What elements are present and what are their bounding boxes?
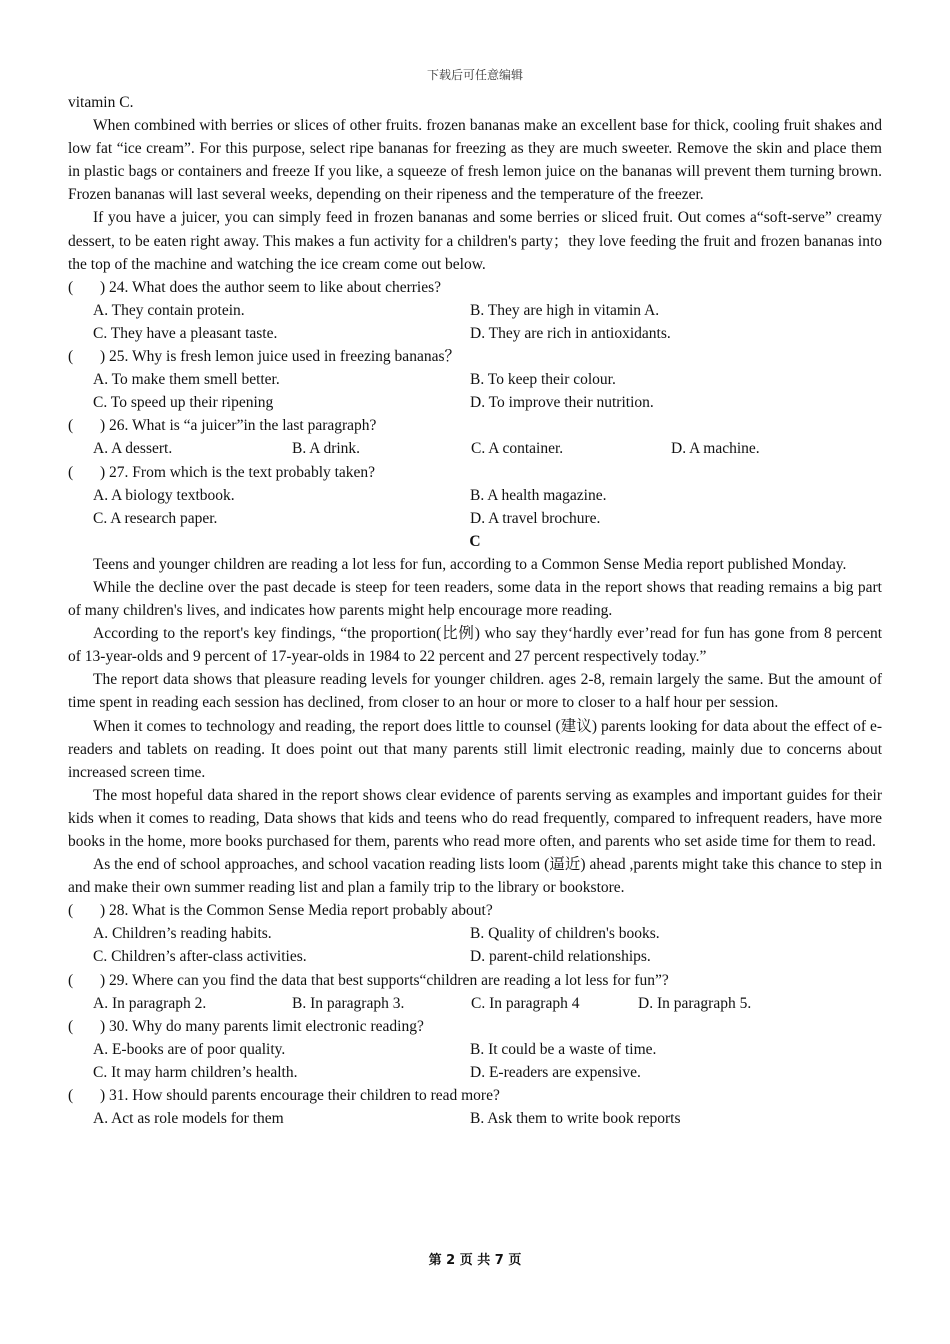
option: C. A research paper. xyxy=(93,509,218,527)
answer-blank[interactable]: ( xyxy=(68,971,74,989)
option: B. They are high in vitamin A. xyxy=(470,301,660,319)
paragraph: vitamin C. xyxy=(68,94,134,111)
options-30 xyxy=(68,1061,882,1084)
options-31 xyxy=(68,1107,882,1130)
option: D. A travel brochure. xyxy=(470,509,601,527)
options-27 xyxy=(68,484,882,507)
option: D. In paragraph 5. xyxy=(638,994,752,1012)
option: A. E-books are of poor quality. xyxy=(93,1040,286,1058)
option: D. A machine. xyxy=(671,440,760,458)
option: A. Children’s reading habits. xyxy=(93,925,272,943)
option: C. To speed up their ripening xyxy=(93,394,274,412)
paragraph: The report data shows that pleasure reading levels for younger children. ages 2-8, remain largely the same. But the amount of time spent in reading each session has declined, from closer to an hour or more to closer to a half hour per session. xyxy=(68,671,882,712)
question-24: ( ) 24. What does the author seem to like about cherries? xyxy=(68,276,882,299)
option: A. Act as role models for them xyxy=(93,1110,284,1128)
option: B. It could be a waste of time. xyxy=(470,1040,657,1058)
options-25 xyxy=(68,391,882,414)
paragraph: As the end of school approaches, and school vacation reading lists loom (逼近) ahead ,parents might take this chance to step in and make their own summer reading list and plan a family trip to the library or bookstore. xyxy=(68,856,882,897)
question-30: ( ) 30. Why do many parents limit electronic reading? xyxy=(68,1015,882,1038)
option: A. In paragraph 2. xyxy=(93,994,207,1012)
option: C. They have a pleasant taste. xyxy=(93,324,278,342)
option: D. parent-child relationships. xyxy=(470,948,651,966)
paragraph: When combined with berries or slices of other fruits. frozen bananas make an excellent base for thick, cooling fruit shakes and low fat “ice cream”. For this purpose, select ripe bananas for freezing as they are much sweeter. Remove the skin and place them in plastic bags or containers and freeze If you like, a squeeze of fresh lemon juice on the bananas will prevent them turning brown. Frozen bananas will last several weeks, depending on their ripeness and the temperature of the freezer. xyxy=(68,117,882,204)
question-27: ( ) 27. From which is the text probably taken? xyxy=(68,461,882,484)
options-28 xyxy=(68,922,882,945)
option: A. A biology textbook. xyxy=(93,486,235,504)
option: C. It may harm children’s health. xyxy=(93,1063,298,1081)
question-25: ( ) 25. Why is fresh lemon juice used in freezing bananas？ xyxy=(68,345,882,368)
option: C. A container. xyxy=(471,440,564,458)
paragraph: When it comes to technology and reading, the report does little to counsel (建议) parents looking for data about the effect of e-readers and tablets on reading. It does point out that many parents still limit electronic reading, mainly due to concerns about increased screen time. xyxy=(68,717,882,781)
answer-blank[interactable]: ( xyxy=(68,463,74,481)
paragraph: Teens and younger children are reading a lot less for fun, according to a Common Sense Media report published Monday. xyxy=(93,555,847,573)
option: A. A dessert. xyxy=(93,440,173,458)
option: A. They contain protein. xyxy=(93,301,245,319)
option: A. To make them smell better. xyxy=(93,371,280,389)
option: D. They are rich in antioxidants. xyxy=(470,324,671,342)
question-29: ( ) 29. Where can you find the data that best supports“children are reading a lot less for fun”? xyxy=(68,969,882,992)
paragraph: The most hopeful data shared in the report shows clear evidence of parents serving as examples and important guides for their kids when it comes to reading, Data shows that kids and teens who do read frequently, compared to infrequent readers, have more books in the home, more books purchased for them, parents who read more often, and parents who set aside time for them to read. xyxy=(68,786,882,850)
option: B. In paragraph 3. xyxy=(292,994,405,1012)
option: C. In paragraph 4 xyxy=(471,994,580,1012)
option: D. To improve their nutrition. xyxy=(470,394,654,412)
question-31: ( ) 31. How should parents encourage their children to read more? xyxy=(68,1084,882,1107)
options-29 xyxy=(68,992,882,1015)
question-28: ( ) 28. What is the Common Sense Media report probably about? xyxy=(68,899,882,922)
option: B. To keep their colour. xyxy=(470,371,616,389)
option: B. Ask them to write book reports xyxy=(470,1110,681,1128)
answer-blank[interactable]: ( xyxy=(68,1087,74,1105)
answer-blank[interactable]: ( xyxy=(68,278,74,296)
answer-blank[interactable]: ( xyxy=(68,417,74,435)
options-27 xyxy=(68,507,882,530)
paragraph: While the decline over the past decade is steep for teen readers, some data in the report shows that reading remains a big part of many children's lives, and indicates how parents might help encourage more reading. xyxy=(68,578,882,620)
options-24 xyxy=(68,322,882,345)
answer-blank[interactable]: ( xyxy=(68,902,74,920)
section-heading: C xyxy=(469,532,481,550)
document-body xyxy=(68,91,882,1130)
question-26: ( ) 26. What is “a juicer”in the last paragraph? xyxy=(68,414,882,437)
options-25 xyxy=(68,368,882,391)
answer-blank[interactable]: ( xyxy=(68,1017,74,1035)
answer-blank[interactable]: ( xyxy=(68,348,74,366)
page-header: 下载后可任意编辑 xyxy=(426,68,523,82)
options-26 xyxy=(68,437,882,460)
option: B. Quality of children's books. xyxy=(470,925,660,943)
option: C. Children’s after-class activities. xyxy=(93,948,307,966)
option: B. A drink. xyxy=(292,440,361,458)
page-footer: 第 2 页 共 7 页 xyxy=(428,1253,522,1268)
paragraph: If you have a juicer, you can simply feed in frozen bananas and some berries or sliced fruit. Out comes a“soft-serve” creamy dessert, to be eaten right away. This makes a fun activity for a children's party；they love feeding the fruit and frozen bananas into the top of the machine and watching the ice cream come out below. xyxy=(68,209,882,273)
options-30 xyxy=(68,1038,882,1061)
paragraph: According to the report's key findings, “the proportion(比例) who say they‘hardly ever’read for fun has gone from 8 percent of 13-year-olds and 9 percent of 17-year-olds in 1984 to 22 percent and 27 percent respectively today.” xyxy=(68,625,882,666)
options-28 xyxy=(68,945,882,968)
option: D. E-readers are expensive. xyxy=(470,1063,641,1081)
option: B. A health magazine. xyxy=(470,486,607,504)
options-24 xyxy=(68,299,882,322)
